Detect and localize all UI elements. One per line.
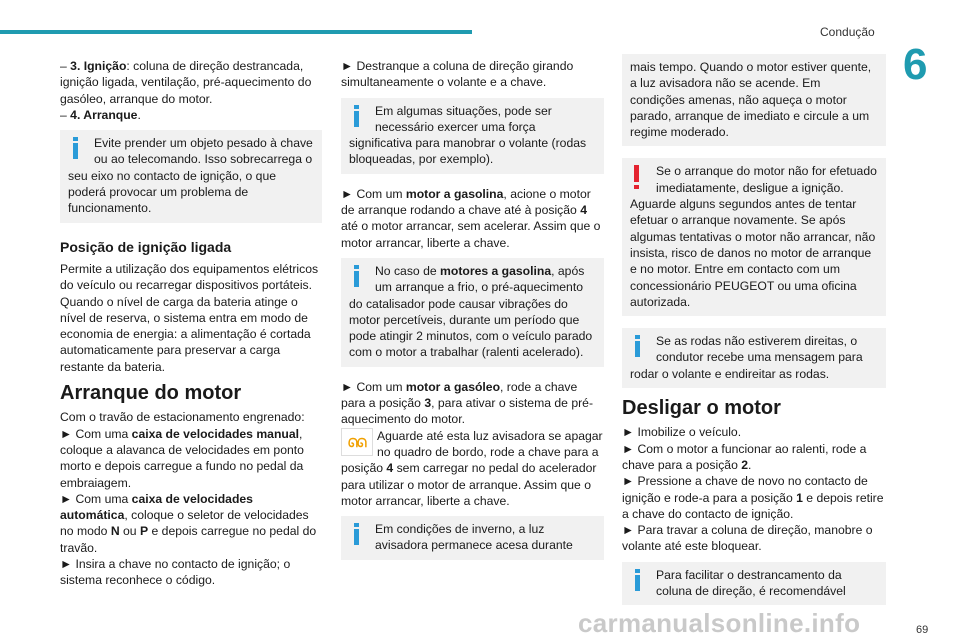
- info-box-petrol-cold-start: No caso de motores a gasolina, após um arranque a frio, o pré-aquecimento do catalisador pode causar vibrações do motor percetíveis, durante um período que pode atingir 2 minutos, com o veículo parado com o motor a trabalhar (ralenti acelerado).: [341, 258, 604, 367]
- heading-engine-start: Arranque do motor: [60, 382, 242, 405]
- ignition-position-3: – 3. Ignição: coluna de direção destrancada, ignição ligada, ventilação, pré-aquecimento do gasóleo, arranque do motor.: [60, 59, 312, 106]
- glow-plug-warning-icon: ᘏᘏ: [341, 428, 373, 456]
- heading-ignition-on: Posição de ignição ligada: [60, 238, 232, 255]
- bullet-lock-steering: ► Para travar a coluna de direção, manobre o volante até este bloquear.: [622, 523, 873, 554]
- info-icon: [349, 103, 371, 129]
- info-icon: [630, 567, 652, 593]
- bullet-petrol-engine: ► Com um motor a gasolina, acione o motor de arranque rodando a chave até à posição 4 até o motor arrancar, sem acelerar. Assim que o motor arrancar, liberte a chave.: [341, 186, 601, 250]
- bullet-insert-key: ► Insira a chave no contacto de ignição; o sistema reconhece o código.: [60, 557, 291, 588]
- header-accent-bar: [0, 30, 472, 34]
- info-icon: [349, 263, 371, 289]
- bullet-unlock-steering: ► Destranque a coluna de direção girando simultaneamente o volante e a chave.: [341, 59, 574, 90]
- bullet-stop-vehicle: ► Imobilize o veículo.: [622, 425, 742, 440]
- paragraph-parking-brake: Com o travão de estacionamento engrenado:: [60, 410, 305, 425]
- ignition-position-4: – 4. Arranque.: [60, 107, 141, 122]
- bullet-remove-key: ► Pressione a chave de novo no contacto de ignição e rode-a para a posição 1 e depois retire a chave do contacto de ignição.: [622, 474, 884, 521]
- section-title: Condução: [820, 25, 875, 39]
- warning-box-start-failure: Se o arranque do motor não for efetuado imediatamente, desligue a ignição. Aguarde alguns segundos antes de tentar efetuar o arranque novamente. Se após algumas tentativas o motor não arrancar, não insista, risco de danos no motor de arranque e no motor. Entre em contacto com um concessionário PEUGEOT ou uma oficina autorizada.: [622, 158, 886, 316]
- info-icon: [630, 333, 652, 359]
- info-icon: [349, 521, 371, 547]
- heading-engine-stop: Desligar o motor: [622, 397, 781, 420]
- info-box-key-weight: Evite prender um objeto pesado à chave ou ao telecomando. Isso sobrecarrega o seu eixo no contacto de ignição, o que poderá provocar um problema de funcionamento.: [60, 130, 322, 222]
- page-number: 69: [916, 624, 929, 636]
- column-3: [622, 58, 886, 617]
- info-box-winter: Em condições de inverno, a luz avisadora permanece acesa durante: [341, 516, 604, 560]
- warning-icon: [630, 163, 652, 189]
- column-1: [60, 58, 322, 596]
- bullet-turn-key-2: ► Com o motor a funcionar ao ralenti, rode a chave para a posição 2.: [622, 441, 867, 472]
- watermark: carmanualsonline.info: [578, 608, 861, 638]
- info-box-unlock-steering: Para facilitar o destrancamento da coluna de direção, é recomendável: [622, 562, 886, 606]
- paragraph-ignition-on: Permite a utilização dos equipamentos elétricos do veículo ou recarregar dispositivos portáteis. Quando o nível de carga da bateria atinge o nível de reserva, o sistema entra em modo de economia de energia: a alimentação é cortada automaticamente para preservar a carga restante da bateria.: [60, 261, 319, 374]
- info-box-steering-force: Em algumas situações, pode ser necessário exercer uma força significativa para manobrar o volante (rodas bloqueadas, por exemplo).: [341, 98, 604, 174]
- column-2: [341, 58, 604, 572]
- info-box-winter-continued: mais tempo. Quando o motor estiver quente, a luz avisadora não se acende. Em condições amenas, não aqueça o motor parado, arranque de imediato e circule a um regime moderado.: [622, 54, 886, 146]
- bullet-manual-gearbox: ► Com uma caixa de velocidades manual, coloque a alavanca de velocidades em ponto morto e depois carregue a fundo no pedal da embraiagem.: [60, 426, 304, 490]
- paragraph-glow-plug: ᘏᘏ Aguarde até esta luz avisadora se apagar no quadro de bordo, rode a chave para a posição 4 sem carregar no pedal do acelerador para utilizar o motor de arranque. Assim que o motor arrancar, liberte a chave.: [341, 428, 603, 508]
- bullet-automatic-gearbox: ► Com uma caixa de velocidades automática, coloque o seletor de velocidades no modo N ou P e depois carregue no pedal do travão.: [60, 491, 317, 555]
- bullet-diesel-engine: ► Com um motor a gasóleo, rode a chave para a posição 3, para ativar o sistema de pré-aquecimento do motor.: [341, 379, 594, 427]
- chapter-number: 6: [903, 40, 928, 89]
- info-box-wheels-straight: Se as rodas não estiverem direitas, o condutor recebe uma mensagem para rodar o volante e endireitar as rodas.: [622, 328, 886, 388]
- info-icon: [68, 135, 90, 161]
